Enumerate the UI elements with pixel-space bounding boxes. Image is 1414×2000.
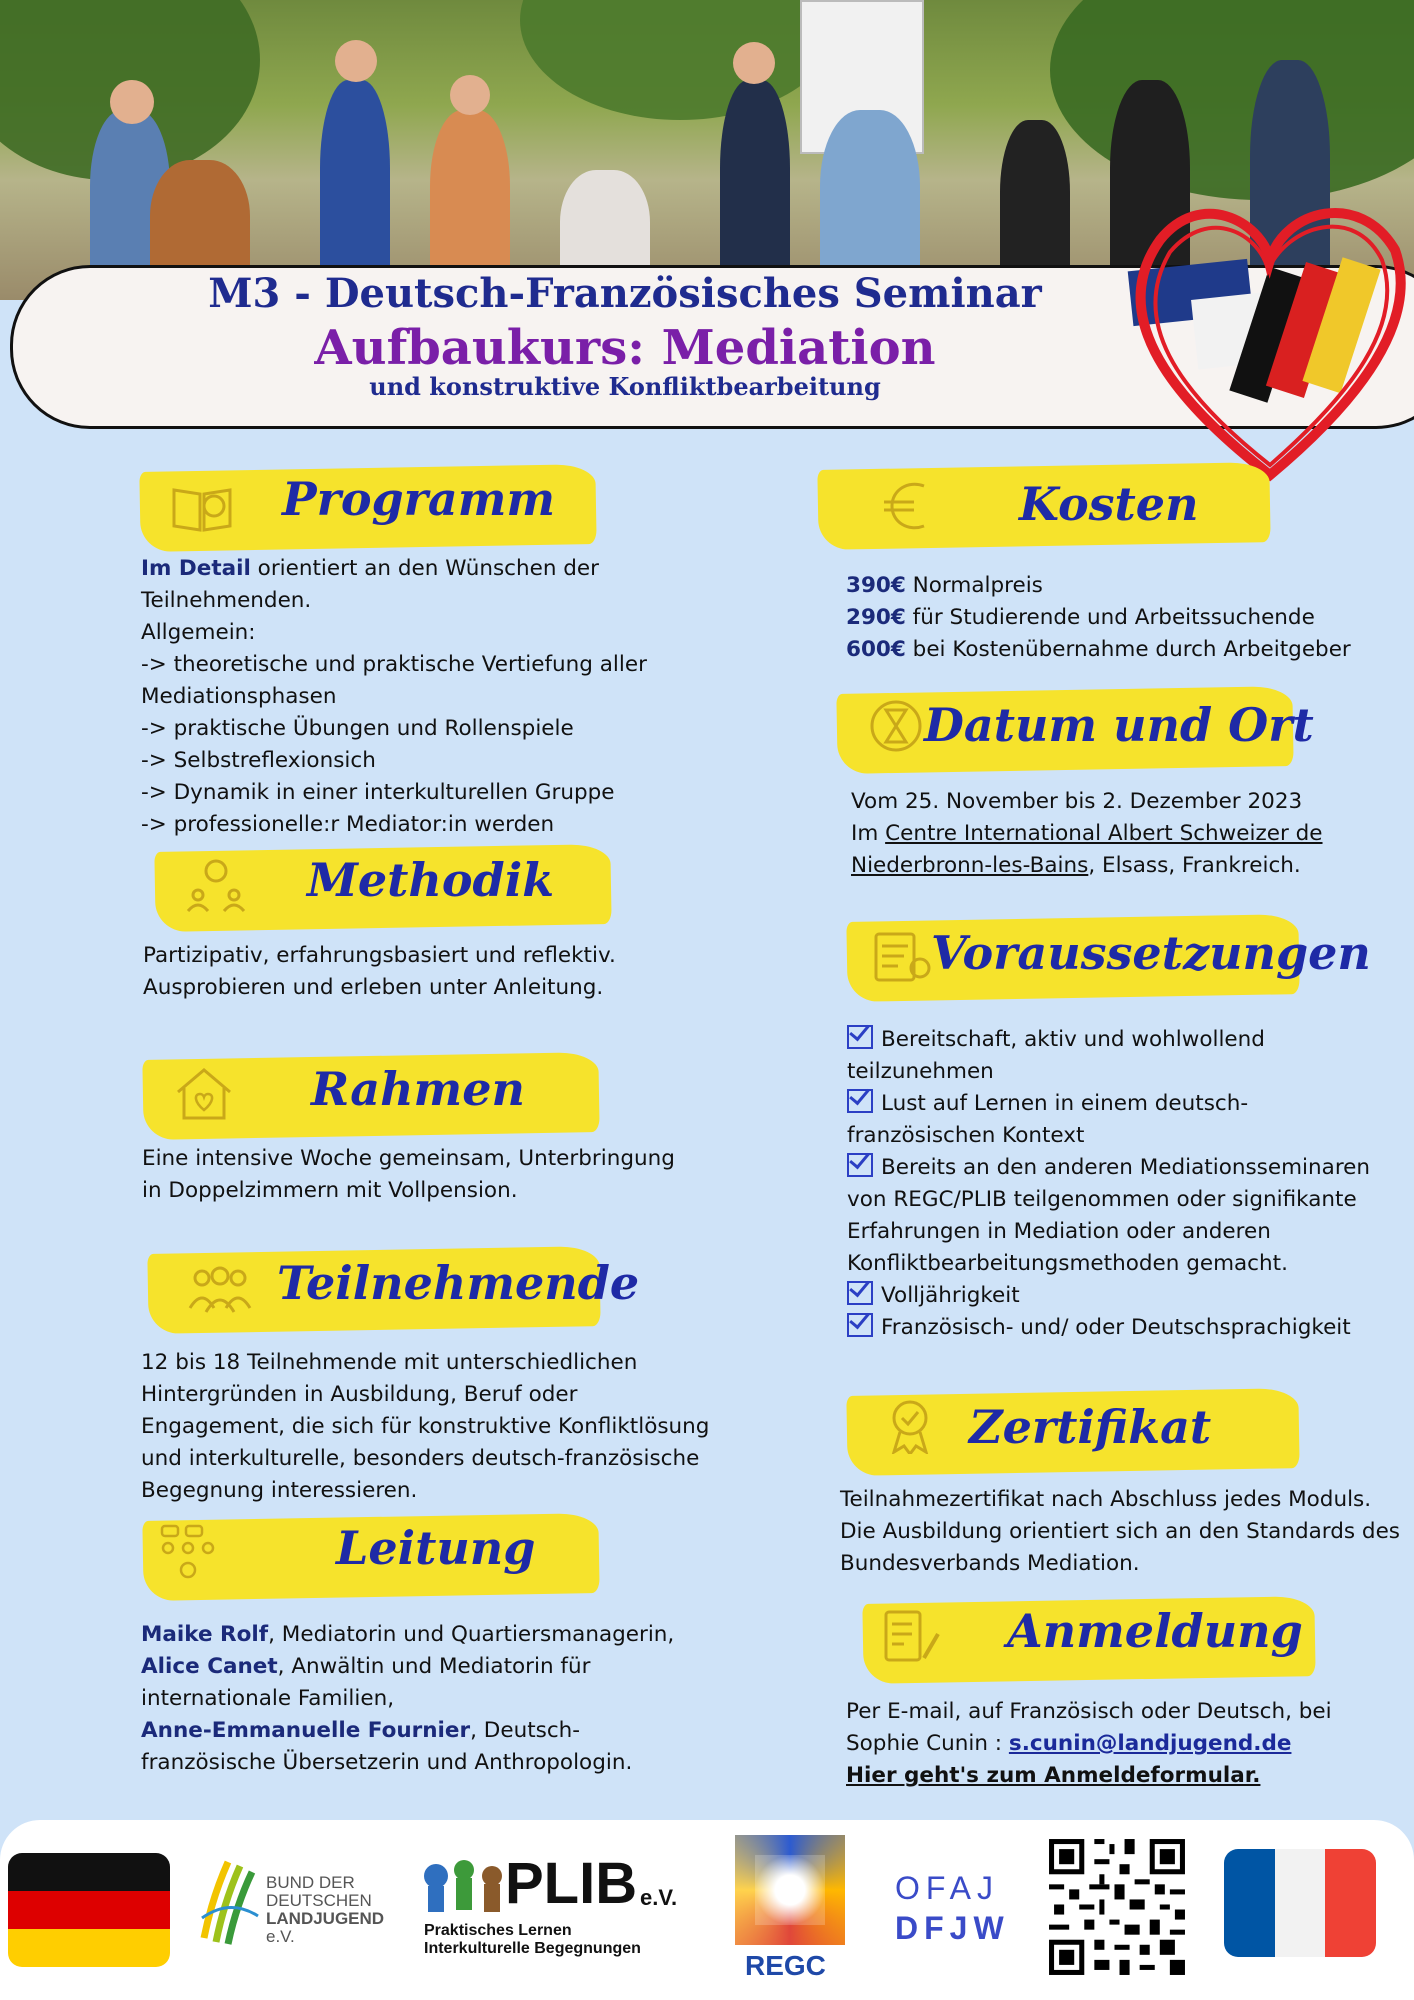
leitung-name: Anne-Emmanuelle Fournier [141,1718,471,1743]
plib-subtitle-1: Praktisches Lernen [424,1922,572,1939]
team-chat-icon [156,1524,220,1580]
kosten-heading: Kosten [1019,477,1199,531]
anmeldung-info: Per E-mail, auf Französisch oder Deutsch, bei Sophie Cunin : [846,1699,1332,1756]
programm-heading: Programm [282,472,556,526]
french-flag-icon [1224,1849,1376,1957]
lightbulb-people-icon [184,857,248,913]
house-heart-icon [172,1064,236,1120]
leitung-name: Alice Canet [141,1654,278,1679]
methodik-heading: Methodik [307,853,555,907]
requirement-item: Bereitschaft, aktiv und wohlwollend teilzunehmen [847,1027,1265,1084]
checkbox-icon [847,1025,873,1049]
hourglass-icon [864,698,928,754]
plib-ev-text: e.V. [640,1885,678,1910]
requirement-item: Bereits an den anderen Mediationsseminaren von REGC/PLIB teilgenommen oder signifikante Erfahrungen in Mediation oder anderen Konfliktbearbeitungsmethoden gemacht. [847,1155,1371,1276]
leitung-role: , Deutsch-französische Übersetzerin und Anthropologin. [141,1718,633,1775]
programm-lead: orientiert an den Wünschen der Teilnehmenden. [141,556,600,613]
checkbox-icon [847,1089,873,1113]
plib-subtitle-2: Interkulturelle Begegnungen [424,1940,641,1957]
zertifikat-text: Teilnahmezertifikat nach Abschluss jedes Moduls. Die Ausbildung orientiert sich an den Standards des Bundesverbands Mediation. [840,1487,1401,1576]
heart-icon [1120,190,1414,490]
programm-item: -> professionelle:r Mediator:in werden [141,812,555,837]
checkbox-icon [847,1281,873,1305]
kosten-text [846,570,1386,666]
euro-icon [878,478,942,534]
price-label: für Studierende und Arbeitssuchende [905,605,1315,630]
anmeldung-heading: Anmeldung [1007,1604,1303,1658]
price-amount: 390€ [846,573,906,598]
certificate-badge-icon [878,1398,942,1454]
regc-logo-text: REGC [745,1950,826,1981]
regc-logo-icon [735,1835,845,1945]
anmeldung-text [846,1696,1386,1792]
datum-heading: Datum und Ort [924,698,1314,752]
voraussetzungen-heading: Voraussetzungen [931,926,1371,980]
german-flag-icon [8,1853,170,1967]
requirement-item: Lust auf Lernen in einem deutsch-französischen Kontext [847,1091,1249,1148]
programm-item: -> praktische Übungen und Rollenspiele [141,716,574,741]
rahmen-text: Eine intensive Woche gemeinsam, Unterbringung in Doppelzimmern mit Vollpension. [142,1146,675,1203]
voraussetzungen-list [835,1024,1390,1344]
price-label: bei Kostenübernahme durch Arbeitgeber [905,637,1351,662]
requirement-item: Französisch- und/ oder Deutschsprachigkeit [881,1315,1351,1340]
leitung-text [141,1619,701,1779]
programm-lead-bold: Im Detail [141,556,251,581]
bdl-line: DEUTSCHEN [266,1891,372,1910]
ofaj-logo-text: OFAJ [895,1870,1000,1906]
programm-text [141,553,661,841]
teilnehmende-text: 12 bis 18 Teilnehmende mit unterschiedlichen Hintergründen in Ausbildung, Beruf oder Engagement, die sich für konstruktive Konfliktlösung und interkulturelle, besonders deutsch-französische Begegnung interessieren. [141,1350,710,1503]
leitung-role: , Mediatorin und Quartiersmanagerin, [268,1622,675,1647]
course-subtitle: und konstruktive Konfliktbearbeitung [369,372,881,401]
bdl-line: e.V. [266,1927,295,1946]
course-title: Aufbaukurs: Mediation [314,320,936,376]
price-amount: 290€ [846,605,906,630]
datum-date: Vom 25. November bis 2. Dezember 2023 [851,789,1303,814]
checklist-gear-icon [872,928,936,984]
plib-logo-text: PLIB [505,1851,638,1916]
form-pen-icon [880,1608,944,1664]
datum-place-suffix: , Elsass, Frankreich. [1088,853,1301,878]
qr-code-icon[interactable] [1044,1834,1190,1980]
leitung-role: , Anwältin und Mediatorin für internationale Familien, [141,1654,591,1711]
email-link[interactable]: s.cunin@landjugend.de [1008,1731,1292,1756]
checkbox-icon [847,1153,873,1177]
seminar-title: M3 - Deutsch-Französisches Seminar [208,270,1042,317]
zertifikat-heading: Zertifikat [969,1400,1212,1454]
bdl-logo-text [266,1874,384,1946]
datum-text [851,786,1391,882]
bdl-line: LANDJUGEND [266,1909,385,1928]
group-icon [188,1262,252,1318]
programm-item: -> theoretische und praktische Vertiefung aller Mediationsphasen [141,652,647,709]
checkbox-icon [847,1313,873,1337]
price-amount: 600€ [846,637,906,662]
registration-form-link[interactable]: Hier geht's zum Anmeldeformular. [846,1763,1261,1788]
methodik-text: Partizipativ, erfahrungsbasiert und reflektiv. Ausprobieren und erleben unter Anleitung. [143,943,616,1000]
rahmen-heading: Rahmen [311,1062,525,1116]
programm-item: -> Dynamik in einer interkulturellen Gruppe [141,780,615,805]
bdl-line: BUND DER [266,1873,355,1892]
requirement-item: Volljährigkeit [881,1283,1020,1308]
teilnehmende-heading: Teilnehmende [277,1256,640,1310]
leitung-heading: Leitung [336,1521,536,1575]
plib-mascots-icon [420,1856,510,1916]
bdl-logo-icon [198,1858,260,1950]
datum-place-prefix: Im [851,821,886,846]
book-search-icon [170,480,234,536]
venue-link[interactable]: Centre International Albert Schweizer de Niederbronn-les-Bains [851,821,1323,878]
price-label: Normalpreis [905,573,1043,598]
programm-item: -> Selbstreflexionsich [141,748,376,773]
programm-general: Allgemein: [141,620,256,645]
leitung-name: Maike Rolf [141,1622,269,1647]
dfjw-logo-text: DFJW [895,1910,1010,1946]
